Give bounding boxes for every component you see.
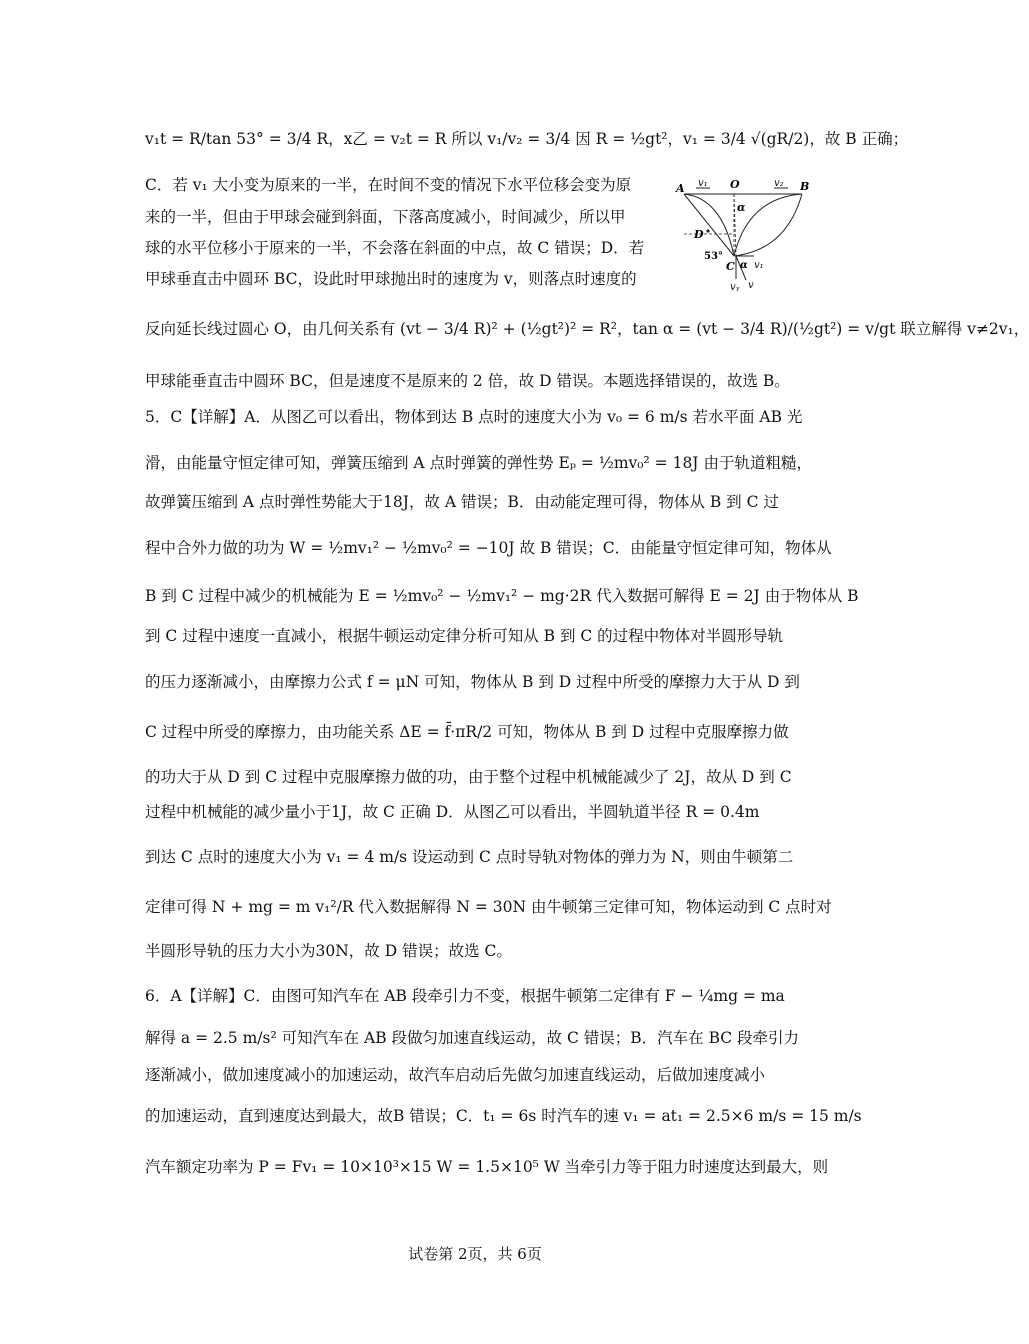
text-line-24: 的加速运动，直到速度达到最大，故B 错误；C．t₁ = 6s 时汽车的速 v₁ = at₁ = 2.5×6 m/s = 15 m/s bbox=[145, 1107, 862, 1125]
label-angle: 53° bbox=[704, 251, 723, 262]
label-v: v bbox=[748, 280, 754, 291]
label-O: O bbox=[730, 178, 740, 191]
label-alpha-low: α bbox=[740, 260, 748, 271]
text-line-1: v₁t = R/tan 53° = 3/4 R，x乙 = v₂t = R 所以 v₁/v₂ = 3/4 因 R = ½gt²，v₁ = 3/4 √(gR/2)，故 B 正确； bbox=[145, 130, 909, 148]
text-line-2: C．若 v₁ 大小变为原来的一半，在时间不变的情况下水平位移会变为原 bbox=[145, 176, 632, 194]
label-v1-top: v₁ bbox=[698, 178, 708, 189]
label-alpha-top: α bbox=[737, 201, 746, 214]
label-v1-low: v₁ bbox=[754, 260, 764, 271]
label-vy: vᵧ bbox=[730, 282, 740, 293]
figure-svg bbox=[674, 176, 814, 296]
text-line-10: 故弹簧压缩到 A 点时弹性势能大于18J，故 A 错误；B．由动能定理可得，物体从 B 到 C 过 bbox=[145, 493, 779, 511]
text-line-8: 5．C【详解】A．从图乙可以看出，物体到达 B 点时的速度大小为 v₀ = 6 m/s 若水平面 AB 光 bbox=[145, 408, 803, 426]
text-line-22: 解得 a = 2.5 m/s² 可知汽车在 AB 段做匀加速直线运动，故 C 错误；B．汽车在 BC 段牵引力 bbox=[145, 1029, 800, 1047]
point-D bbox=[706, 229, 709, 232]
text-line-18: 到达 C 点时的速度大小为 v₁ = 4 m/s 设运动到 C 点时导轨对物体的弹力为 N，则由牛顿第二 bbox=[145, 848, 794, 866]
label-C: C bbox=[726, 260, 735, 273]
page-footer: 试卷第 2页，共 6页 bbox=[408, 1245, 542, 1263]
text-line-12: B 到 C 过程中减少的机械能为 E = ½mv₀² − ½mv₁² − mg·2R 代入数据可解得 E = 2J 由于物体从 B bbox=[145, 587, 859, 605]
text-line-6: 反向延长线过圆心 O，由几何关系有 (vt − 3/4 R)² + (½gt²)² = R²，tan α = (vt − 3/4 R)/(½gt²) = v/gt 联立解得 v≠2v₁， bbox=[145, 320, 1029, 338]
text-line-20: 半圆形导轨的压力大小为30N，故 D 错误；故选 C。 bbox=[145, 942, 512, 960]
text-line-14: 的压力逐渐减小，由摩擦力公式 f = μN 可知，物体从 B 到 D 过程中所受的摩擦力大于从 D 到 bbox=[145, 673, 800, 691]
incline-line bbox=[684, 194, 734, 256]
text-line-13: 到 C 过程中速度一直减小，根据牛顿运动定律分析可知从 B 到 C 的过程中物体对半圆形导轨 bbox=[145, 627, 784, 645]
projectile-circle-figure bbox=[674, 176, 814, 296]
text-line-15: C 过程中所受的摩擦力，由功能关系 ΔE = f̄·πR/2 可知，物体从 B 到 D 过程中克服摩擦力做 bbox=[145, 723, 789, 741]
text-line-11: 程中合外力做的功为 W = ½mv₁² − ½mv₀² = −10J 故 B 错误；C．由能量守恒定律可知，物体从 bbox=[145, 539, 832, 557]
label-v2: v₂ bbox=[774, 178, 784, 189]
text-line-17: 过程中机械能的减少量小于1J，故 C 正确 D．从图乙可以看出，半圆轨道半径 R = 0.4m bbox=[145, 803, 760, 821]
text-line-25: 汽车额定功率为 P = Fv₁ = 10×10³×15 W = 1.5×10⁵ W 当牵引力等于阻力时速度达到最大，则 bbox=[145, 1158, 829, 1176]
text-line-7: 甲球能垂直击中圆环 BC，但是速度不是原来的 2 倍，故 D 错误。本题选择错误的，故选 B。 bbox=[145, 372, 790, 390]
text-line-5: 甲球垂直击中圆环 BC，设此时甲球抛出时的速度为 v，则落点时速度的 bbox=[145, 270, 637, 288]
text-line-19: 定律可得 N + mg = m v₁²/R 代入数据解得 N = 30N 由牛顿第三定律可知，物体运动到 C 点时对 bbox=[145, 898, 832, 916]
text-line-21: 6．A【详解】C．由图可知汽车在 AB 段牵引力不变，根据牛顿第二定律有 F − ¼mg = ma bbox=[145, 987, 785, 1005]
label-A: A bbox=[676, 182, 685, 195]
text-line-3: 来的一半，但由于甲球会碰到斜面，下落高度减小，时间减少，所以甲 bbox=[145, 208, 626, 226]
text-line-9: 滑，由能量守恒定律可知，弹簧压缩到 A 点时弹簧的弹性势 Eₚ = ½mv₀² = 18J 由于轨道粗糙， bbox=[145, 454, 812, 472]
text-line-16: 的功大于从 D 到 C 过程中克服摩擦力做的功，由于整个过程中机械能减少了 2J，故从 D 到 C bbox=[145, 768, 792, 786]
text-line-4: 球的水平位移小于原来的一半，不会落在斜面的中点，故 C 错误；D．若 bbox=[145, 239, 645, 257]
label-D: D bbox=[694, 228, 704, 241]
text-line-23: 逐渐减小，做加速度减小的加速运动，故汽车启动后先做匀加速直线运动，后做加速度减小 bbox=[145, 1066, 766, 1084]
label-B: B bbox=[800, 180, 810, 193]
